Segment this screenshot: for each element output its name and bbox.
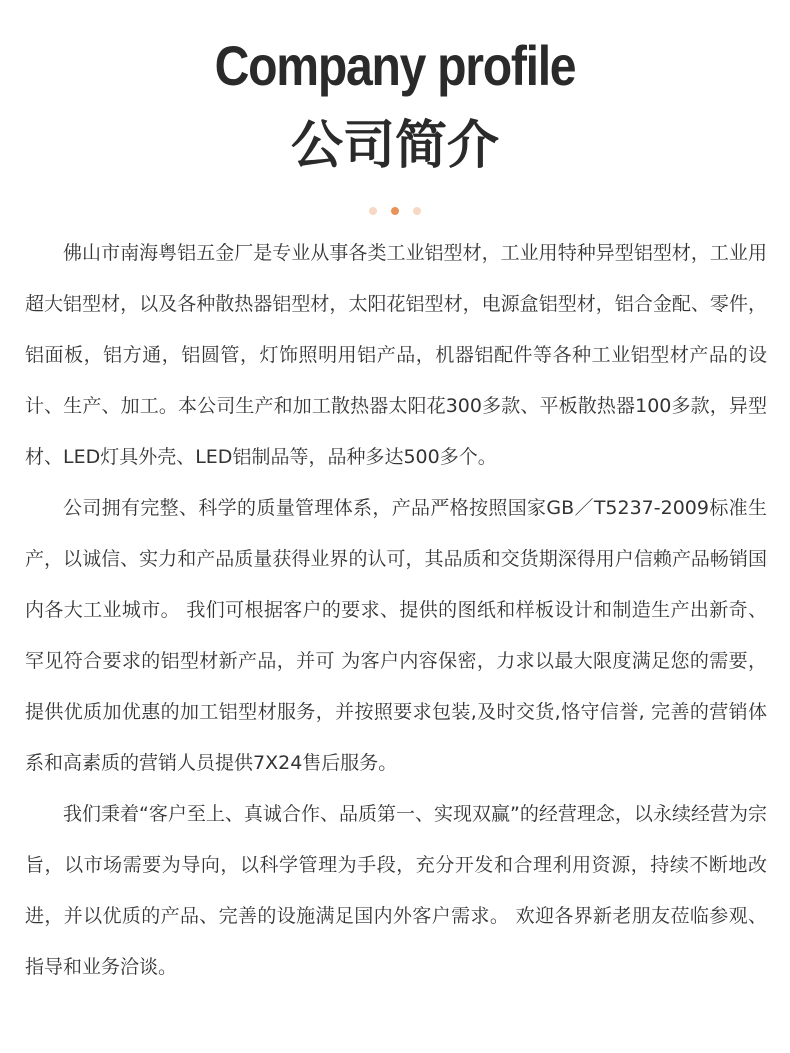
dot-left [369,207,377,215]
paragraph-philosophy: 我们秉着“客户至上、真诚合作、品质第一、实现双赢”的经营理念，以永续经营为宗旨，以市场需要为导向，以科学管理为手段，充分开发和合理利用资源，持续不断地改进，并以优质的产品、完善的设施满足国内外客户需求。 欢迎各界新老朋友莅临参观、指导和业务洽谈。 [25,803,767,978]
page-title-chinese: 公司简介 [290,116,499,176]
dot-center [391,207,399,215]
paragraph-intro: 佛山市南海粤铝五金厂是专业从事各类工业铝型材，工业用特种异型铝型材，工业用超大铝型材，以及各种散热器铝型材，太阳花铝型材，电源盒铝型材，铝合金配、零件，铝面板，铝方通，铝圆管，灯饰照明用铝产品，机器铝配件等各种工业铝型材产品的设计、生产、加工。本公司生产和加工散热器太阳花300多款、平板散热器100多款，异型材、LED灯具外壳、LED铝制品等，品种多达500多个。 [25,242,767,468]
decorative-dots [0,207,790,215]
dot-right [413,207,421,215]
profile-body [25,228,767,993]
page-title-english: Company profile [214,34,576,97]
paragraph-quality: 公司拥有完整、科学的质量管理体系，产品严格按照国家GB／T5237-2009标准生产，以诚信、实力和产品质量获得业界的认可，其品质和交货期深得用户信赖产品畅销国内各大工业城市。 我们可根据客户的要求、提供的图纸和样板设计和制造生产出新奇、罕见符合要求的铝型材新产品，并可 为客户内容保密，力求以最大限度满足您的需要，提供优质加优惠的加工铝型材服务，并按照要求包装,及时交货,恪守信誉, 完善的营销体系和高素质的营销人员提供7X24售后服务。 [25,497,767,774]
